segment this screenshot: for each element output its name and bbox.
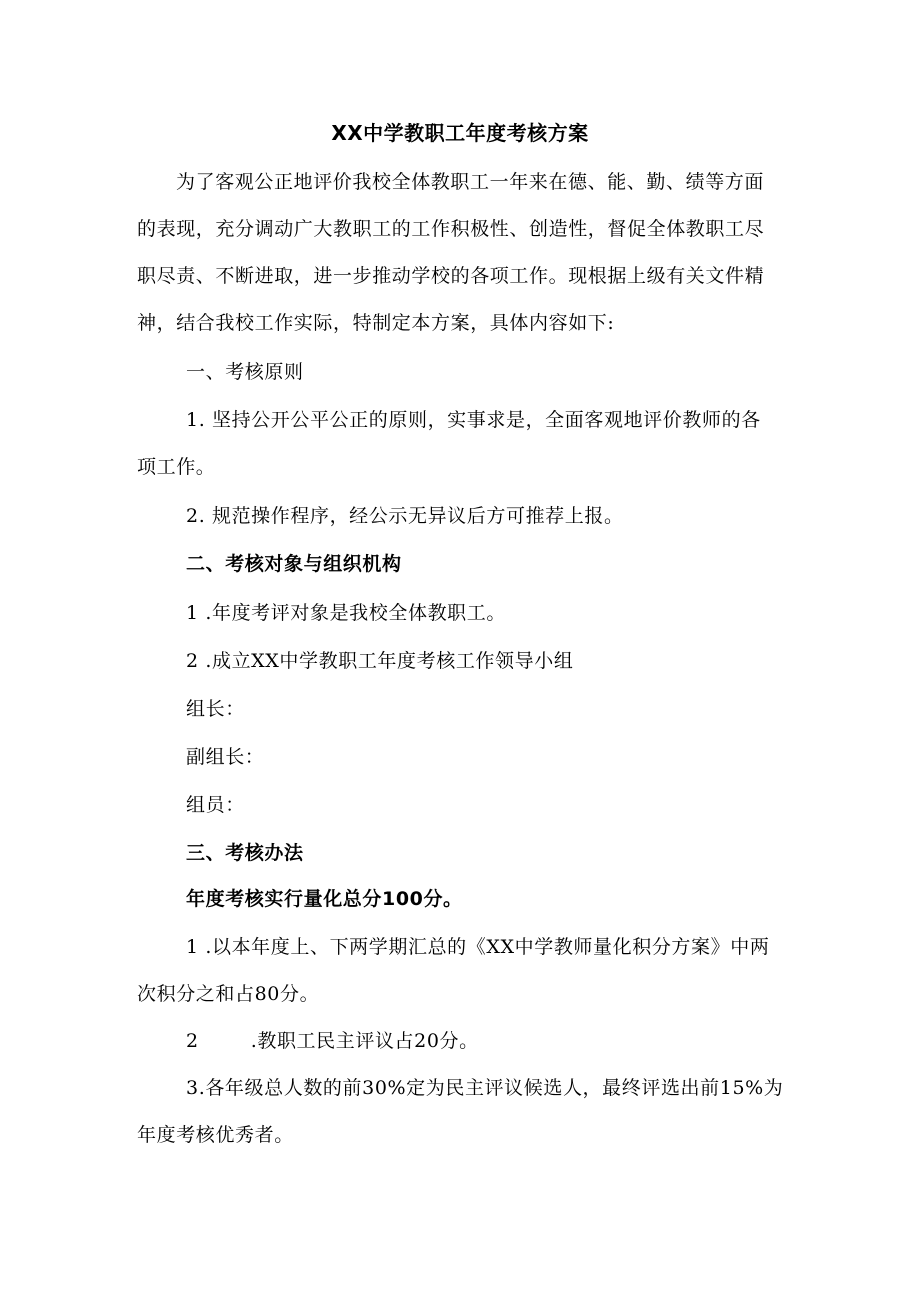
section3-item2-text: .教职工民主评议占20分。: [250, 1030, 479, 1052]
section3-item3-line2: 年度考核优秀者。: [137, 1124, 294, 1146]
intro-line-2: 的表现，充分调动广大教职工的工作积极性、创造性，督促全体教职工尽: [137, 218, 765, 240]
section3-heading: 三、考核办法: [186, 842, 304, 864]
leader-label: 组长：: [186, 698, 245, 720]
section3-item3-line1: 3.各年级总人数的前30%定为民主评议候选人，最终评选出前15%为: [186, 1077, 784, 1099]
section3-item2-number: 2: [186, 1030, 199, 1052]
section3-item1-line1: 1 .以本年度上、下两学期汇总的《XX中学教师量化积分方案》中两: [186, 936, 770, 958]
document-title: XX中学教职工年度考核方案: [331, 121, 589, 145]
section1-item1-line2: 项工作。: [137, 456, 216, 478]
section2-item2: 2 .成立XX中学教职工年度考核工作领导小组: [186, 650, 574, 672]
section1-item1-line1: 1. 坚持公开公平公正的原则，实事求是，全面客观地评价教师的各: [186, 409, 761, 431]
section2-heading: 二、考核对象与组织机构: [186, 553, 402, 575]
members-label: 组员：: [186, 794, 245, 816]
section3-total: 年度考核实行量化总分100分。: [186, 888, 463, 910]
intro-line-1: 为了客观公正地评价我校全体教职工一年来在德、能、勤、绩等方面: [176, 171, 765, 193]
intro-line-3: 职尽责、不断进取，进一步推动学校的各项工作。现根据上级有关文件精: [137, 265, 765, 287]
section1-item2: 2. 规范操作程序，经公示无异议后方可推荐上报。: [186, 505, 624, 527]
intro-line-4: 神，结合我校工作实际，特制定本方案，具体内容如下:: [137, 312, 615, 334]
deputy-label: 副组长：: [186, 746, 265, 768]
section3-item2: [186, 1029, 479, 1053]
section3-item1-line2: 次积分之和占80分。: [137, 983, 320, 1005]
section1-heading: 一、考核原则: [186, 361, 304, 383]
section2-item1: 1 .年度考评对象是我校全体教职工。: [186, 602, 506, 624]
